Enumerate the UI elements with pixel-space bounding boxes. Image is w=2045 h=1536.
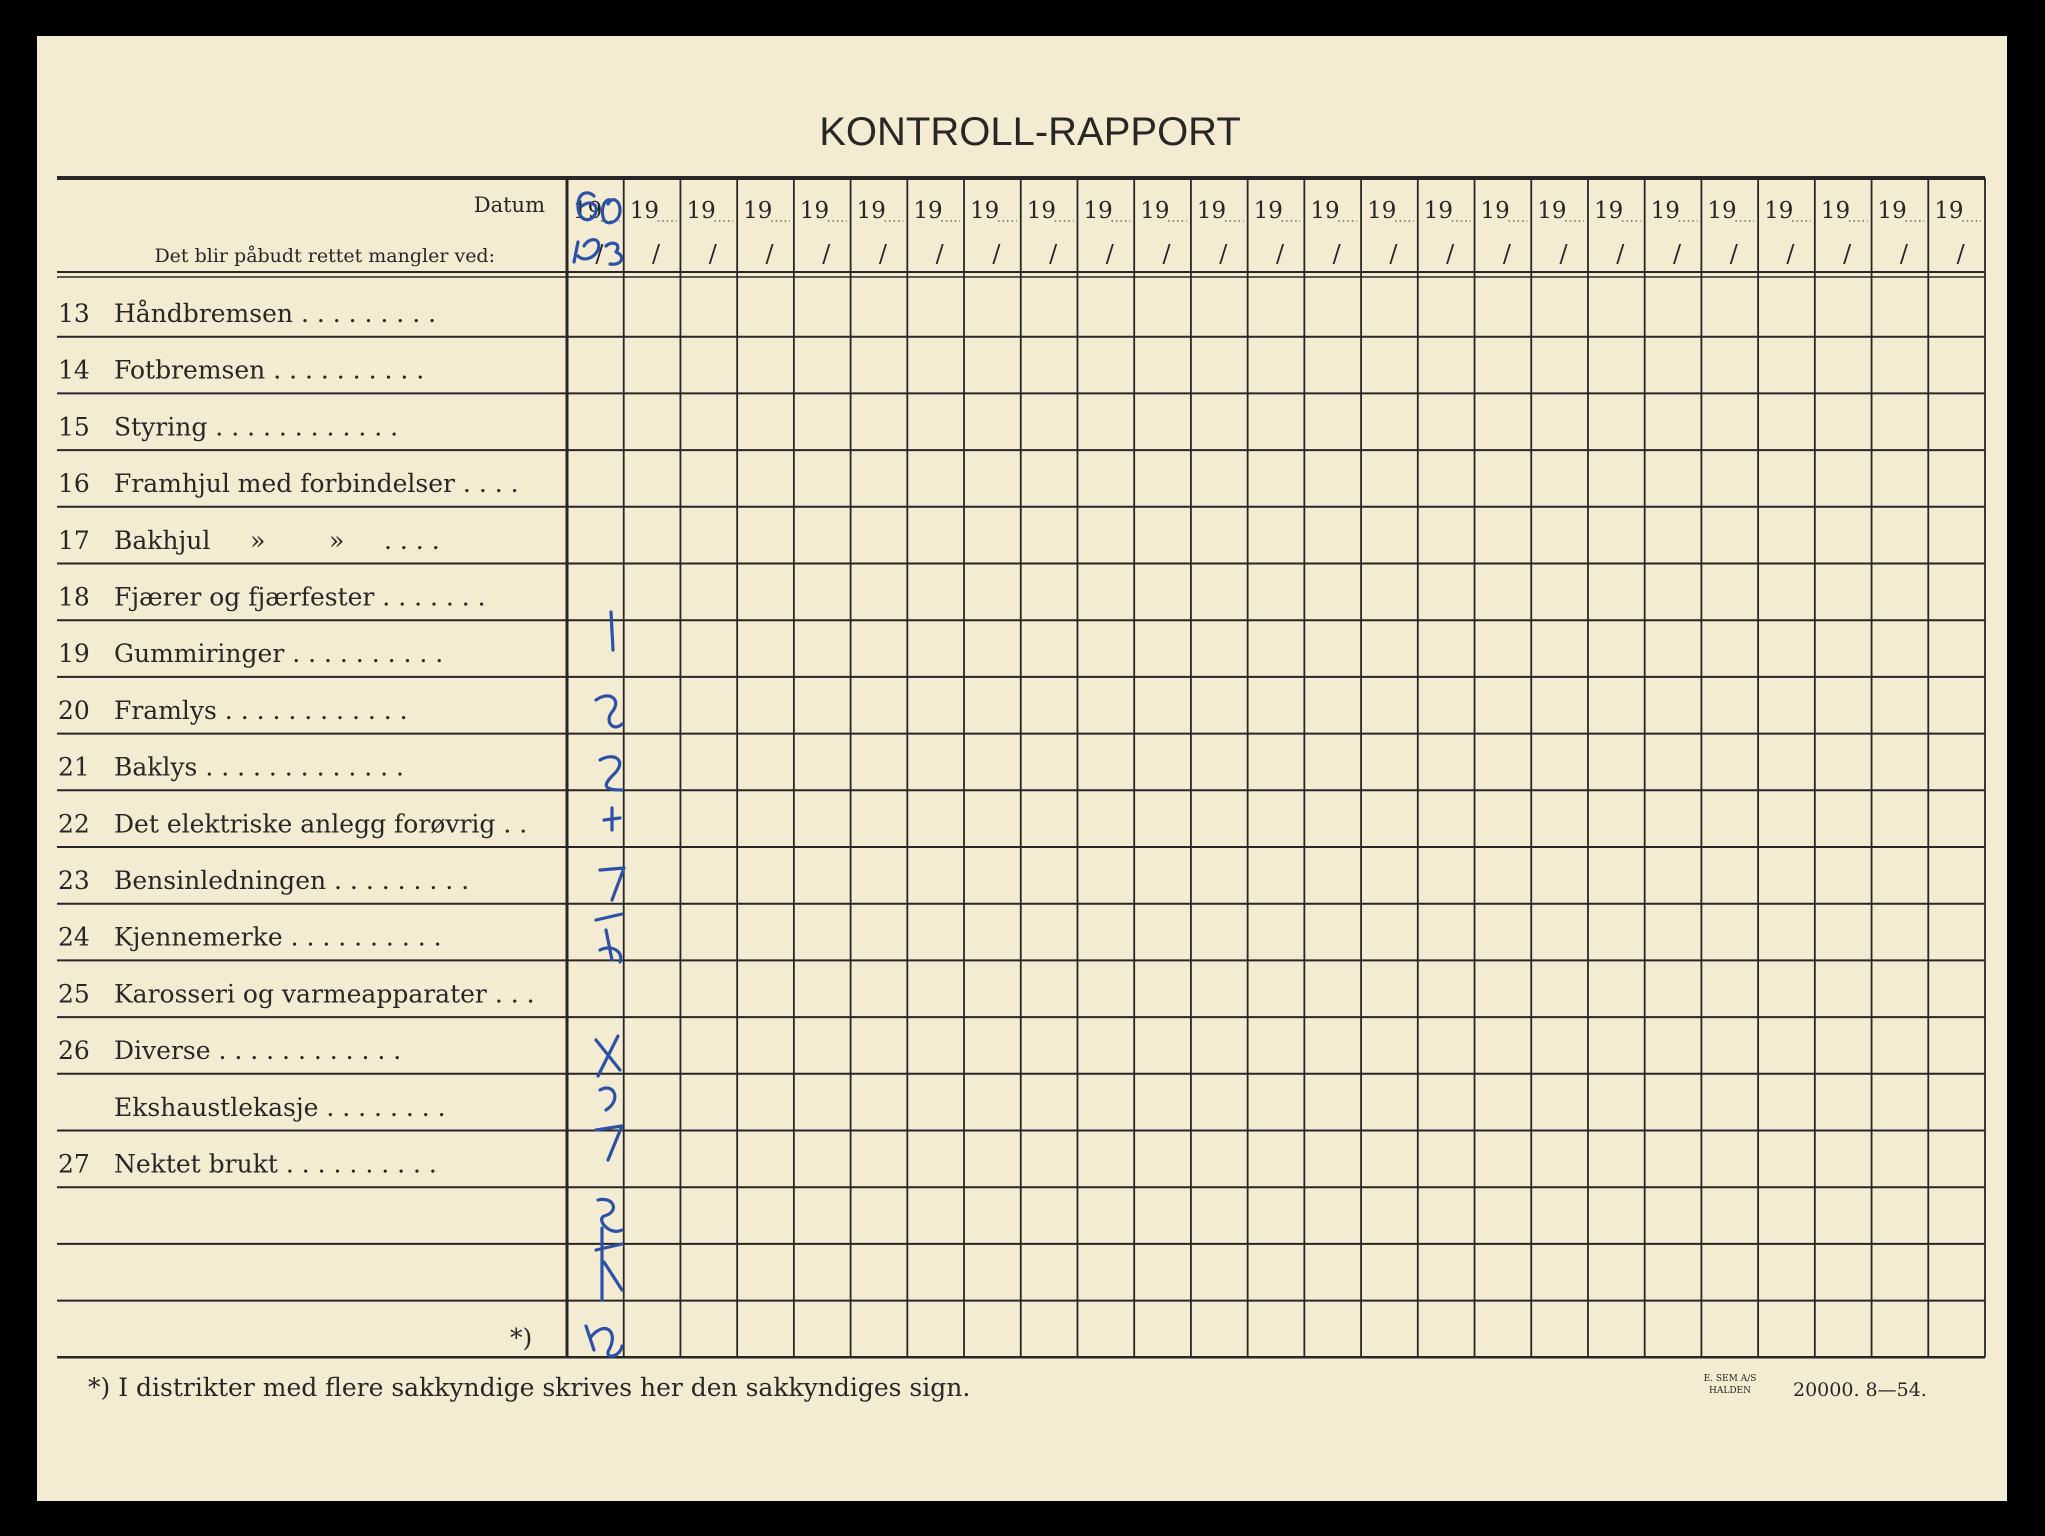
date-column-header	[1821, 198, 1868, 268]
date-column-header	[913, 198, 960, 268]
year-prefix: 19	[1196, 198, 1227, 224]
year-prefix: 19	[970, 198, 1000, 224]
item-label: Nektet brukt . . . . . . . . . .	[114, 1149, 437, 1179]
date-separator: /	[1105, 240, 1114, 268]
checklist-items	[58, 299, 535, 1353]
item-label: Framlys . . . . . . . . . . . .	[114, 695, 408, 725]
year-prefix: 19	[573, 198, 603, 224]
year-prefix: 19	[629, 198, 660, 224]
year-prefix: 19	[1707, 198, 1737, 224]
date-separator: /	[652, 240, 661, 268]
item-label: Bakhjul » » . . . .	[114, 525, 440, 555]
date-column-header	[1424, 198, 1471, 268]
year-prefix: 19	[799, 198, 830, 224]
date-separator: /	[1672, 240, 1682, 268]
year-prefix: 19	[686, 198, 716, 224]
date-separator: /	[1729, 240, 1738, 268]
item-number: 15	[58, 412, 90, 442]
date-column-header	[1537, 198, 1584, 268]
date-separator: /	[765, 240, 774, 268]
header-date-label: Datum	[473, 193, 545, 217]
item-number: 25	[58, 979, 90, 1009]
date-separator: /	[1219, 240, 1228, 268]
date-separator: /	[708, 240, 717, 268]
year-prefix: 19	[1083, 198, 1113, 224]
date-column-header	[800, 198, 847, 268]
date-column-header	[970, 198, 1017, 268]
year-prefix: 19	[1253, 198, 1283, 224]
footnote: *) I distrikter med flere sakkyndige skrives her den sakkyndiges sign.	[88, 1373, 971, 1402]
item-number: 17	[58, 525, 90, 555]
item-label: Bensinledningen . . . . . . . . .	[114, 866, 470, 895]
checklist-item	[58, 583, 486, 612]
item-label: Kjennemerke . . . . . . . . . .	[114, 922, 442, 952]
date-separator: /	[1275, 240, 1285, 268]
date-separator: /	[935, 240, 944, 268]
date-separator: /	[1049, 240, 1058, 268]
item-label: Framhjul med forbindelser . . . .	[114, 469, 519, 499]
year-prefix: 19	[1537, 198, 1567, 224]
year-prefix: 19	[1480, 198, 1510, 224]
checklist-item	[58, 469, 519, 498]
checklist-item	[58, 923, 442, 952]
date-separator: /	[822, 240, 831, 268]
date-column-header	[1651, 198, 1698, 268]
checklist-item	[58, 696, 408, 725]
date-column-header	[1140, 198, 1187, 268]
date-column-header	[1367, 198, 1414, 268]
date-column-header	[1481, 198, 1528, 268]
date-separator: /	[1446, 240, 1455, 268]
year-prefix: 19	[1764, 198, 1794, 224]
checklist-item	[58, 979, 535, 1008]
form-title: KONTROLL-RAPPORT	[819, 110, 1241, 154]
year-prefix: 19	[1593, 198, 1624, 224]
year-prefix: 19	[1820, 198, 1851, 224]
date-column-header	[1254, 198, 1301, 268]
item-number: 14	[58, 355, 90, 385]
year-prefix: 19	[1367, 198, 1397, 224]
item-number: 26	[58, 1036, 90, 1066]
item-number: 21	[58, 752, 90, 782]
checklist-item	[58, 526, 440, 555]
date-column-header	[1310, 198, 1357, 268]
checklist-item	[58, 1036, 401, 1065]
item-number: 13	[58, 299, 90, 328]
date-separator: /	[1843, 240, 1852, 268]
date-columns	[573, 198, 1981, 268]
date-separator: /	[1162, 240, 1171, 268]
item-number: 16	[58, 469, 90, 499]
item-label: Karosseri og varmeapparater . . .	[114, 979, 535, 1009]
checklist-item	[58, 639, 443, 668]
handwritten-vertical-note-stroke	[596, 612, 624, 1231]
date-separator: /	[1502, 240, 1511, 268]
year-prefix: 19	[913, 198, 943, 224]
date-column-header	[1934, 198, 1981, 268]
item-label: Det elektriske anlegg forøvrig . .	[114, 809, 528, 839]
year-prefix: 19	[1140, 198, 1170, 224]
handwritten-initials-stroke	[586, 1228, 622, 1356]
date-column-header	[630, 198, 677, 268]
item-number: 27	[58, 1149, 90, 1179]
checklist-item	[58, 753, 404, 782]
date-separator: /	[1559, 240, 1568, 268]
date-separator: /	[1332, 240, 1341, 268]
date-column-header	[857, 198, 904, 268]
year-prefix: 19	[1877, 198, 1907, 224]
date-column-header	[1197, 198, 1244, 268]
date-separator: /	[992, 240, 1001, 268]
date-column-header	[1764, 198, 1811, 268]
print-run: 20000. 8—54.	[1793, 1379, 1927, 1401]
item-label: Gummiringer . . . . . . . . . .	[114, 639, 444, 669]
date-separator: /	[1786, 240, 1795, 268]
item-number: 24	[58, 922, 90, 952]
date-column-header	[1707, 198, 1754, 268]
item-number: 19	[58, 639, 90, 669]
year-prefix: 19	[1934, 198, 1964, 224]
date-separator: /	[595, 240, 604, 268]
date-column-header	[1594, 198, 1641, 268]
date-column-header	[1027, 198, 1074, 268]
year-prefix: 19	[856, 198, 886, 224]
printer-name: E. SEM A/S	[1703, 1374, 1757, 1384]
signature-footnote-marker: *)	[510, 1323, 533, 1353]
date-separator: /	[1899, 240, 1908, 268]
item-label: Diverse . . . . . . . . . . . .	[114, 1036, 402, 1066]
checklist-item	[114, 1093, 446, 1122]
item-number: 20	[58, 695, 90, 725]
year-prefix: 19	[1310, 198, 1340, 224]
item-label: Håndbremsen . . . . . . . . .	[114, 299, 437, 328]
checklist-item	[58, 809, 527, 838]
item-number: 23	[58, 866, 90, 895]
item-label: Fotbremsen . . . . . . . . . .	[114, 355, 425, 385]
printer-city: HALDEN	[1709, 1386, 1751, 1396]
date-column-header	[743, 198, 790, 268]
item-label: Ekshaustlekasje . . . . . . . .	[114, 1092, 446, 1122]
item-label: Styring . . . . . . . . . . . .	[114, 412, 399, 442]
year-prefix: 19	[1026, 198, 1057, 224]
checklist-item	[58, 299, 436, 328]
date-separator: /	[1616, 240, 1625, 268]
year-prefix: 19	[1423, 198, 1454, 224]
date-column-header	[686, 198, 733, 268]
item-number: 18	[58, 582, 90, 612]
checklist-item	[58, 412, 398, 441]
year-prefix: 19	[743, 198, 773, 224]
checklist-item	[58, 356, 424, 385]
date-separator: /	[878, 240, 888, 268]
date-column-header	[1083, 198, 1130, 268]
checklist-item	[510, 1324, 532, 1353]
checklist-item	[58, 866, 469, 895]
item-label: Fjærer og fjærfester . . . . . . .	[114, 582, 486, 612]
year-prefix: 19	[1650, 198, 1680, 224]
header-defects-label: Det blir påbudt rettet mangler ved:	[154, 245, 495, 267]
date-separator: /	[1956, 240, 1965, 268]
item-label: Baklys . . . . . . . . . . . . .	[114, 752, 404, 782]
date-column-header	[1878, 198, 1925, 268]
checklist-item	[58, 1150, 437, 1179]
item-number: 22	[58, 809, 90, 839]
date-separator: /	[1389, 240, 1398, 268]
